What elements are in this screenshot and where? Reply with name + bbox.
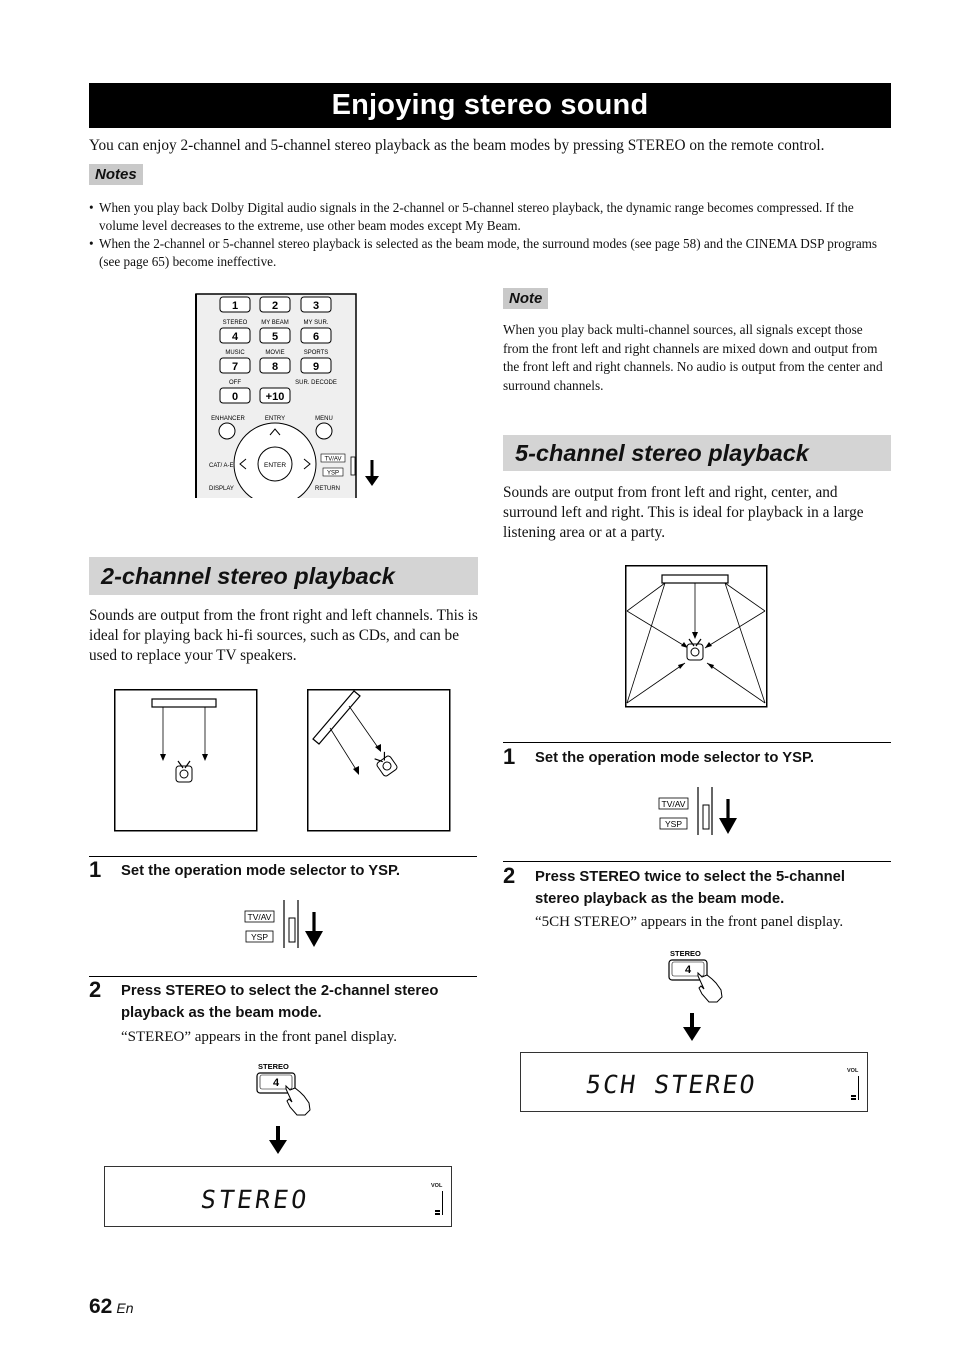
five-display-text: 5CH STEREO <box>583 1070 759 1099</box>
note-item: • When the 2-channel or 5-channel stereo playback is selected as the beam mode, the surround modes (see page 58) and the CINEMA DSP programs (see page 65) become ineffective. <box>89 235 889 271</box>
two-step2-rule <box>89 976 477 977</box>
notes-tag <box>89 166 143 184</box>
key-6: 6 <box>312 331 320 343</box>
two-channel-body: Sounds are output from the front right and left channels. This is ideal for playing back hi-fi sources, such as CDs, and can be used to replace your TV speakers. <box>89 607 478 664</box>
page-language: En <box>116 1300 134 1316</box>
five-step2-number: 2 <box>503 863 516 888</box>
key-plus10: +10 <box>265 391 285 403</box>
two-front-panel-display <box>104 1166 452 1227</box>
key-0: 0 <box>231 391 239 403</box>
two-step1-rule <box>89 856 477 857</box>
key-7: 7 <box>231 361 239 373</box>
five-vol-label: VOL <box>847 1068 859 1074</box>
five-vol-level <box>851 1098 856 1100</box>
label-cat: CAT/ A-E <box>209 463 234 469</box>
two-switch-ysp: YSP <box>250 932 269 942</box>
notes-list <box>89 199 889 271</box>
two-step1-text: Set the operation mode selector to YSP. <box>121 863 401 879</box>
two-button-num: 4 <box>272 1077 280 1089</box>
two-channel-heading: 2-channel stereo playback <box>89 557 478 595</box>
five-channel-body: Sounds are output from front left and right, center, and surround left and right. This is ideal for playback in a large listening area or at a party. <box>503 484 864 541</box>
note-tag <box>503 290 548 308</box>
two-step2-number: 2 <box>89 977 102 1002</box>
key-8: 8 <box>271 361 279 373</box>
five-button-num: 4 <box>684 964 692 976</box>
label-stereo: STEREO <box>222 320 248 326</box>
five-front-panel-display <box>520 1052 868 1112</box>
label-menu: MENU <box>315 416 333 422</box>
key-3: 3 <box>312 300 320 312</box>
note-item: • When you play back Dolby Digital audio signals in the 2-channel or 5-channel stereo playback, the dynamic range becomes compressed. If the volume level decreases to the extreme, use other beam modes except My Beam. <box>89 199 889 235</box>
five-channel-heading: 5-channel stereo playback <box>503 435 891 471</box>
label-display: DISPLAY <box>209 486 234 492</box>
five-step2-text: Press STEREO twice to select the 5-channel stereo playback as the beam mode. <box>535 869 846 907</box>
two-vol-level <box>435 1213 440 1215</box>
label-my-beam: MY BEAM <box>261 320 289 326</box>
five-vol-level <box>851 1095 856 1097</box>
two-button-label: STEREO <box>258 1062 289 1071</box>
two-step1-number: 1 <box>89 857 102 882</box>
two-vol-label: VOL <box>431 1183 443 1189</box>
two-channel-diagram-front <box>114 689 258 833</box>
intro-text: You can enjoy 2-channel and 5-channel stereo playback as the beam modes by pressing STEREO on the remote control. <box>89 137 825 154</box>
notes-label: Notes <box>89 164 143 185</box>
two-switch-tvav: TV/AV <box>247 912 272 922</box>
label-my-sur: MY SUR. <box>303 320 329 326</box>
remote-illustration <box>190 292 390 498</box>
five-stereo-button <box>664 946 724 1006</box>
two-step2-sub: “STEREO” appears in the front panel display. <box>121 1029 398 1045</box>
enter-label: ENTER <box>263 462 287 469</box>
hand-pointer-icon <box>286 1086 310 1115</box>
two-stereo-button <box>252 1059 312 1119</box>
five-vol-meter <box>856 1076 859 1100</box>
key-2: 2 <box>271 300 279 312</box>
two-step2-text: Press STEREO to select the 2-channel stereo playback as the beam mode. <box>121 983 439 1021</box>
five-channel-diagram <box>625 565 768 709</box>
label-sur-decode: SUR. DECODE <box>295 380 337 386</box>
label-off: OFF <box>229 380 241 386</box>
label-movie: MOVIE <box>265 350 285 356</box>
remote-switch-ysp: YSP <box>326 470 340 477</box>
label-entry: ENTRY <box>264 416 286 422</box>
hand-pointer-icon <box>698 973 722 1002</box>
note-text: When you play back multi-channel sources, all signals except those from the front left and right channels are mixed down and output from the front left and right channels. No audio is output from the center and surround channels. <box>503 322 883 393</box>
key-9: 9 <box>312 361 320 373</box>
five-step2-rule <box>503 861 891 862</box>
five-step1-text: Set the operation mode selector to YSP. <box>535 750 815 766</box>
key-1: 1 <box>231 300 239 312</box>
key-5: 5 <box>271 331 279 343</box>
label-music: MUSIC <box>225 350 245 356</box>
five-button-label: STEREO <box>670 949 701 958</box>
two-channel-diagram-angled <box>307 689 451 833</box>
two-mode-switch <box>244 900 328 950</box>
page-title: Enjoying stereo sound <box>89 83 891 128</box>
five-arrow-down-icon <box>681 1013 703 1043</box>
five-step1-number: 1 <box>503 744 516 769</box>
five-step2-sub: “5CH STEREO” appears in the front panel display. <box>535 914 844 930</box>
remote-switch-tvav: TV/AV <box>324 456 342 463</box>
label-sports: SPORTS <box>303 350 329 356</box>
five-switch-tvav: TV/AV <box>661 799 686 809</box>
key-4: 4 <box>231 331 239 343</box>
note-label: Note <box>503 288 548 309</box>
two-vol-level <box>435 1210 440 1212</box>
two-vol-meter <box>440 1191 443 1215</box>
five-switch-ysp: YSP <box>664 819 683 829</box>
page-number: 62 <box>89 1295 113 1318</box>
label-enhancer: ENHANCER <box>211 416 245 422</box>
two-display-text: STEREO <box>198 1185 312 1214</box>
page-footer <box>89 1295 133 1319</box>
five-step1-rule <box>503 742 891 743</box>
five-mode-switch <box>658 787 742 837</box>
two-arrow-down-icon <box>267 1126 289 1156</box>
label-return: RETURN <box>315 486 340 492</box>
